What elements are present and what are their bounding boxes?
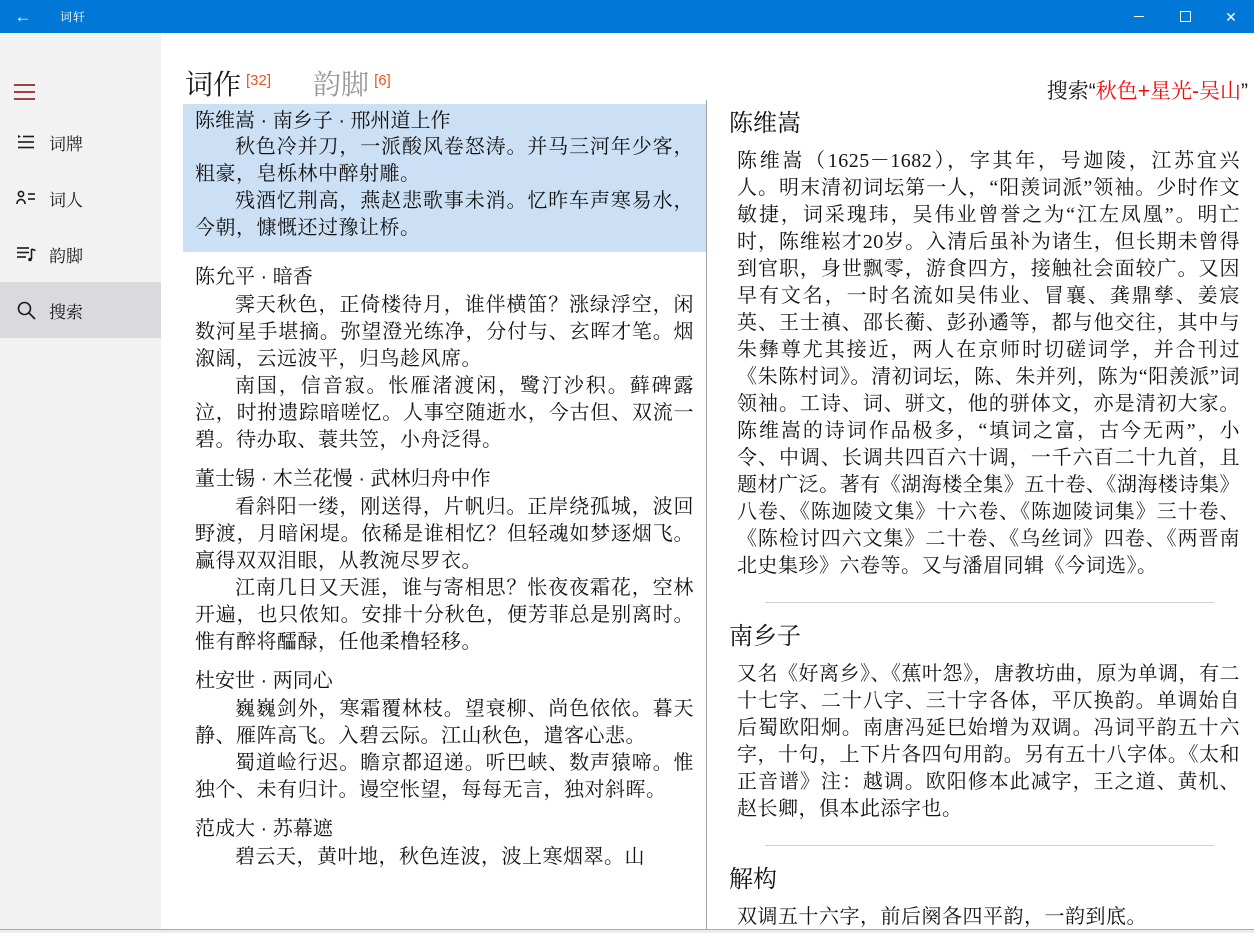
tab-label: 韵脚 <box>313 69 370 100</box>
section-body: 陈维嵩（1625－1682），字其年，号迦陵，江苏宜兴人。明末清初词坛第一人，“阳羡词派”领袖。少时作文敏捷，词采瑰玮，吴伟业曾誉之为“江左凤凰”。明亡时，陈维崧才20岁。入清后虽补为诸生，但长期未曾得到官职，身世飘零，游食四方，接触社会面较广。又因早有文名，一时名流如吴伟业、冒襄、龚鼎孳、姜宸英、王士禛、邵长蘅、彭孙遹等，都与他交往，其中与朱彝尊尤其接近，两人在京师时切磋词学，并合刊过《朱陈村词》。清初词坛，陈、朱并列，陈为“阳羡派”词领袖。工诗、词、骈文，他的骈体文，亦是清初大家。陈维嵩的诗词作品极多，“填词之富，古今无两”，小令、中调、长调共四百六十调，一千六百二十九首，且题材广泛。著有《湖海楼全集》五十卷、《湖海楼诗集》八卷、《陈迦陵文集》十六卷、《陈迦陵词集》三十卷、《陈检讨四六文集》二十卷、《乌丝词》四卷、《两晋南北史集珍》六卷等。又与潘眉同辑《今词选》。 <box>737 150 1240 577</box>
minimize-button[interactable] <box>1116 0 1162 33</box>
back-icon: ← <box>14 6 32 26</box>
poem-list-item[interactable] <box>183 814 706 871</box>
people-list-icon <box>15 187 37 209</box>
maximize-icon <box>1180 11 1191 22</box>
section-divider <box>765 602 1214 603</box>
sidebar <box>0 33 161 933</box>
close-icon: ✕ <box>1225 8 1237 25</box>
poem-title: 杜安世 · 两同心 <box>195 670 333 692</box>
sidebar-item-ciren[interactable] <box>0 170 161 226</box>
detail-section-author <box>729 108 1244 580</box>
poem-title: 董士锡 · 木兰花慢 · 武林归舟中作 <box>195 468 491 490</box>
tab-yunjiao[interactable] <box>313 69 391 101</box>
section-body: 双调五十六字，前后阕各四平韵，一韵到底。 <box>737 906 1147 928</box>
poem-paragraph: 蜀道崄行迟。瞻京都迢递。听巴峡、数声猿啼。惟独个、未有归计。谩空怅望，每每无言，独对斜晖。 <box>195 752 694 801</box>
sidebar-item-label: 搜索 <box>49 302 83 322</box>
sidebar-item-label: 词人 <box>49 190 83 210</box>
sidebar-item-label: 词牌 <box>49 134 83 154</box>
search-query-text: 秋色+星光-吴山 <box>1095 80 1241 103</box>
rhyme-note-icon <box>15 243 37 265</box>
poem-title: 陈允平 · 暗香 <box>195 266 313 288</box>
maximize-button[interactable] <box>1162 0 1208 33</box>
poem-paragraph: 巍巍剑外，寒霜覆林枝。望衰柳、尚色依依。暮天静、雁阵高飞。入碧云际。江山秋色，遣客心悲。 <box>195 698 694 747</box>
window-title: 词轩 <box>60 10 87 24</box>
sidebar-item-cipai[interactable] <box>0 114 161 170</box>
sidebar-item-yunjiao[interactable] <box>0 226 161 282</box>
poem-paragraph: 碧云天，黄叶地，秋色连波，波上寒烟翠。山 <box>235 846 645 868</box>
tab-count-badge: [32] <box>246 72 272 89</box>
detail-pane <box>707 100 1254 933</box>
hamburger-menu-icon[interactable] <box>14 84 35 105</box>
poem-list-item[interactable] <box>183 666 706 804</box>
poem-list-item[interactable] <box>183 104 706 252</box>
sidebar-item-label: 韵脚 <box>49 246 83 266</box>
pivot-tabs <box>185 69 391 101</box>
cipai-list-icon <box>15 131 37 153</box>
section-body: 又名《好离乡》、《蕉叶怨》，唐教坊曲，原为单调，有二十七字、二十八字、三十字各体，平仄换韵。单调始自后蜀欧阳炯。南唐冯延巳始增为双调。冯词平韵五十六字，十句，上下片各四句用韵。另有五十八字体。《太和正音谱》注：越调。欧阳修本此减字，王之道、黄机、赵长卿，俱本此添字也。 <box>737 663 1240 820</box>
detail-section-tune <box>729 621 1244 823</box>
section-heading: 南乡子 <box>729 623 801 650</box>
poem-list <box>183 100 706 933</box>
section-heading: 解构 <box>729 866 777 893</box>
section-heading: 陈维嵩 <box>729 110 801 137</box>
tab-label: 词作 <box>185 69 242 100</box>
tab-cizuo[interactable] <box>185 69 271 101</box>
poem-paragraph: 看斜阳一缕，刚送得，片帆归。正岸绕孤城，波回野渡，月暗闲堤。依稀是谁相忆？但轻魂如梦逐烟飞。赢得双双泪眼，从教涴尽罗衣。 <box>195 496 694 572</box>
poem-paragraph: 江南几日又天涯，谁与寄相思？怅夜夜霜花，空林开遍，也只侬知。安排十分秋色，便芳菲总是别离时。惟有醉将醽醁，任他柔橹轻移。 <box>195 577 694 653</box>
poem-list-item[interactable] <box>183 464 706 656</box>
back-button[interactable] <box>0 0 46 33</box>
poem-paragraph: 霁天秋色，正倚楼待月，谁伴横笛？涨绿浮空，闲数河星手堪摘。弥望澄光练净，分付与、玄晖才笔。烟溆阔，云远波平，归鸟趁风席。 <box>195 294 694 370</box>
window-bottom-edge <box>0 929 1254 933</box>
sidebar-item-sousuo[interactable] <box>0 282 161 338</box>
titlebar <box>0 0 1254 33</box>
search-label: 搜索“ <box>1046 80 1096 103</box>
poem-paragraph: 秋色冷并刀，一派酸风卷怒涛。并马三河年少客，粗豪，皂栎林中醉射雕。 <box>195 136 694 185</box>
poem-title: 范成大 · 苏幕遮 <box>195 818 333 840</box>
section-divider <box>765 845 1214 846</box>
search-closing-quote: ” <box>1241 80 1248 103</box>
tab-count-badge: [6] <box>374 72 391 89</box>
poem-list-item[interactable] <box>183 262 706 454</box>
main-pane <box>161 33 1254 933</box>
minimize-icon <box>1134 16 1144 17</box>
detail-section-structure <box>729 864 1244 931</box>
close-button[interactable] <box>1208 0 1254 33</box>
search-icon <box>15 299 37 321</box>
poem-paragraph: 南国，信音寂。怅雁渚渡闲，鹭汀沙积。藓碑露泣，时拊遗踪暗嗟忆。人事空随逝水，今古但、双流一碧。待办取、蓑共笠，小舟泛得。 <box>195 375 694 451</box>
poem-title: 陈维嵩 · 南乡子 · 邢州道上作 <box>195 110 451 132</box>
poem-paragraph: 残酒忆荆高，燕赵悲歌事未消。忆昨车声寒易水，今朝，慷慨还过豫让桥。 <box>195 190 694 239</box>
